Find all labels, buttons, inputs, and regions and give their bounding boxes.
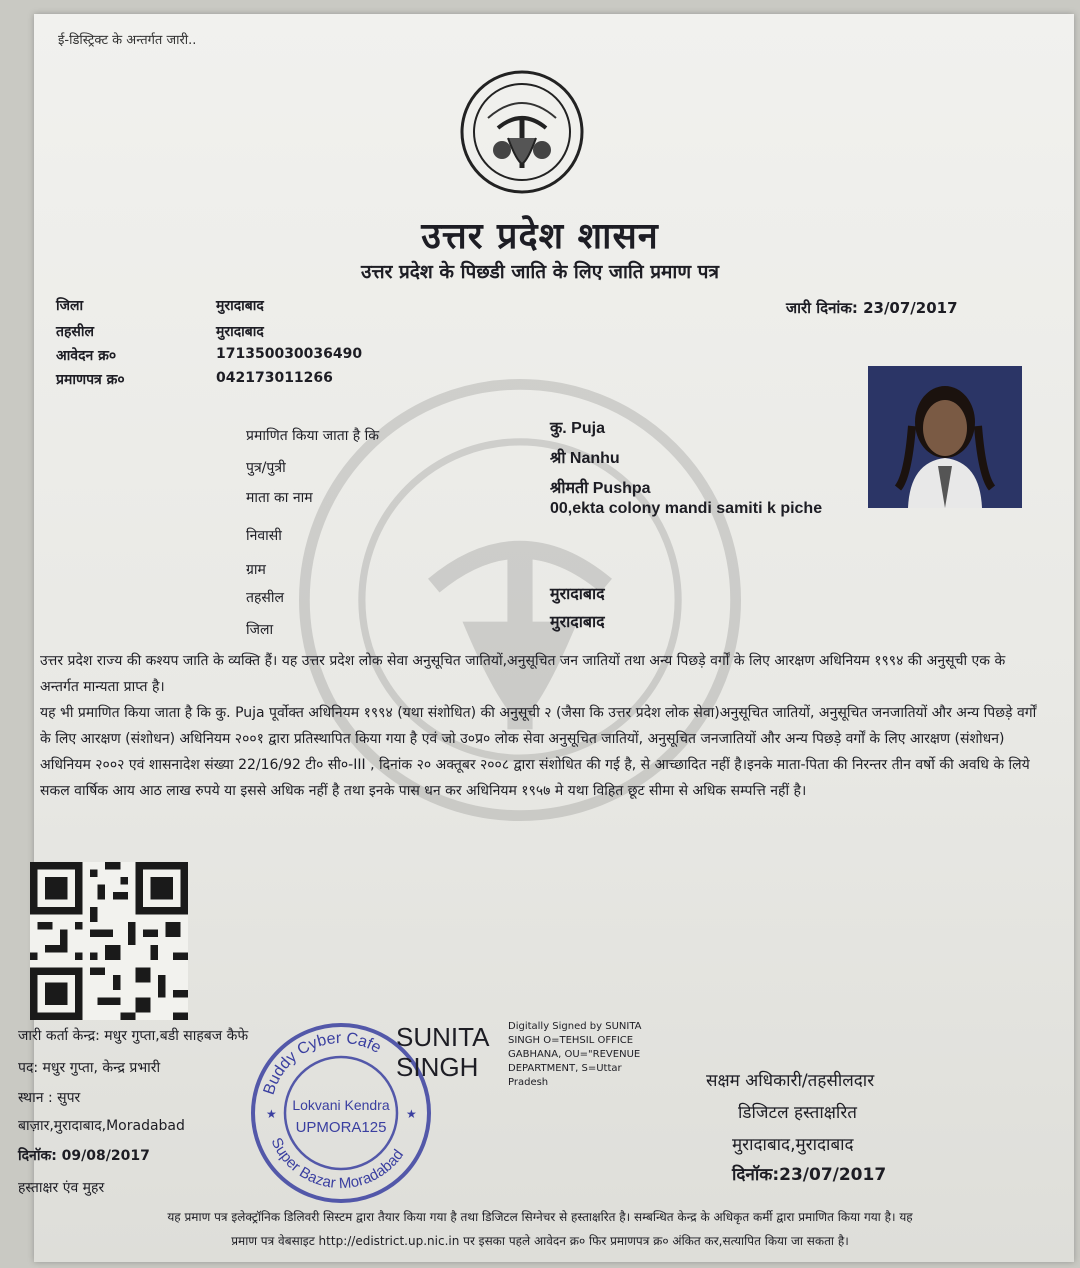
issuing-centre: जारी कर्ता केन्द्र: मधुर गुप्ता,बडी साहबज कैफे [18,1028,249,1044]
authority-date: दिनॉक:23/07/2017 [732,1165,887,1185]
detail-district-value: मुरादाबाद [550,614,605,631]
mother-label: माता का नाम [246,490,313,506]
issue-date-label: जारी दिनांक: [786,299,858,317]
district-label: जिला [56,298,84,314]
page-title: उत्तर प्रदेश शासन [421,215,659,257]
edistrict-note: ई-डिस्ट्रिक्ट के अन्तर्गत जारी.. [58,33,197,48]
child-of-label: पुत्र/पुत्री [246,460,286,476]
caste-paragraph: उत्तर प्रदेश राज्य की कश्यप जाति के व्यक्ति हैं। यह उत्तर प्रदेश लोक सेवा अनुसूचित जातियों,अनुसूचित जन जातियों तथा अन्य पिछड़े वर्गों के लिए आरक्षण अधिनियम १९९४ की अनुसूची एक के अन्तर्गत मान्यता प्राप्त है। [40,653,1006,695]
svg-text:★: ★ [266,1107,277,1121]
qr-code-icon [30,862,188,1020]
mother-name: श्रीमती Pushpa [550,480,651,497]
footer-line1: यह प्रमाण पत्र इलेक्ट्रॉनिक डिलिवरी सिस्टम द्वारा तैयार किया गया है तथा डिजिटल सिग्नेचर से हस्ताक्षरित है। सम्बन्धित केन्द्र के अधिकृत कर्मी द्वारा प्रमाणित किया गया है। यह [167,1210,913,1224]
tehsil-value: मुरादाबाद [216,324,264,340]
applicant-photo [868,366,1022,508]
application-no-label: आवेदन क्र० [56,348,117,364]
certificate-no-value: 042173011266 [216,370,333,386]
resident-address: 00,ekta colony mandi samiti k piche [550,500,823,517]
certificate-no-label: प्रमाणपत्र क्र० [56,372,125,388]
detail-tehsil-value: मुरादाबाद [550,586,605,603]
digitally-signed-label: डिजिटल हस्ताक्षरित [738,1103,857,1123]
authority-title: सक्षम अधिकारी/तहसीलदार [706,1071,875,1091]
issue-date-value: 23/07/2017 [863,299,958,317]
issuer-place-line1: स्थान : सुपर [18,1090,81,1106]
digital-signature-name [396,1022,489,1082]
digital-signature-details: Digitally Signed by SUNITA SINGH O=TEHSIL OFFICE GABHANA, OU="REVENUE DEPARTMENT, S=Uttar Pradesh [508,1021,642,1088]
footer-line2: प्रमाण पत्र वेबसाइट http://edistrict.up.nic.in पर इसका पहले आवेदन क्र० फिर प्रमाणपत्र क्र० अंकित कर,सत्यापित किया जा सकता है। [231,1234,849,1248]
issuer-place-line2: बाज़ार,मुरादाबाद,Moradabad [18,1118,185,1134]
tehsil-label: तहसील [56,324,94,340]
detail-tehsil-label: तहसील [246,590,284,606]
signer-last-name: SINGH [396,1052,479,1082]
issue-date [786,298,958,318]
authority-location: मुरादाबाद,मुरादाबाद [732,1135,854,1155]
signature-seal-label: हस्ताक्षर एंव मुहर [18,1180,105,1196]
application-no-value: 171350030036490 [216,346,363,362]
stamp-line1: Lokvani Kendra [292,1097,390,1113]
certification-paragraph: यह भी प्रमाणित किया जाता है कि कु. Puja पूर्वोक्त अधिनियम १९९४ (यथा संशोधित) की अनुसूची २ (जैसा कि उत्तर प्रदेश लोक सेवा)अनुसूचित जातियों, अनुसूचित जनजातियों और अन्य पिछड़े वर्गों के लिए आरक्षण (संशोधन) अधिनियम २००१ द्वारा प्रतिस्थापित किया गया है एवं जो उ०प्र० लोक सेवा अनुसूचित जातियों, अनुसूचित जनजातियों और अन्य पिछड़े वर्गों के लिए आरक्षण (संशोधन) अधिनियम २००२ एवं शासनादेश संख्या 22/16/92 टी० सी०-III , दिनांक २० अक्तूबर २००८ द्वारा संशोधित की गई है, से आच्छादित नहीं है।इनके माता-पिता की निरन्तर तीन वर्षो की अवधि के लिये सकल वार्षिक आय आठ लाख रुपये या इससे अधिक नहीं है तथा इनके पास धन कर अधिनियम १९५७ मे यथा विहित छूट सीमा से अधिक सम्पत्ति नहीं है। [40,705,1037,799]
stamp-outer-top: Buddy Cyber Cafe [260,1029,384,1097]
village-label: ग्राम [246,562,266,578]
father-name: श्री Nanhu [550,450,620,467]
up-emblem-icon [458,68,586,196]
person-icon [868,366,1022,508]
detail-district-label: जिला [246,622,274,638]
resident-label: निवासी [246,528,282,544]
applicant-name: कु. Puja [550,420,605,437]
issuer-date: दिनॉक: 09/08/2017 [18,1148,150,1164]
stamp-outer-bottom: Super Bazar Moradabad [267,1135,408,1193]
signer-first-name: SUNITA [396,1022,490,1052]
issuer-post: पद: मधुर गुप्ता, केन्द्र प्रभारी [18,1060,161,1076]
svg-text:★: ★ [406,1107,417,1121]
certified-label: प्रमाणित किया जाता है कि [246,428,380,444]
stamp-line2: UPMORA125 [295,1119,387,1136]
district-value: मुरादाबाद [216,298,264,314]
certificate-subtitle: उत्तर प्रदेश के पिछडी जाति के लिए जाति प्रमाण पत्र [361,261,719,283]
